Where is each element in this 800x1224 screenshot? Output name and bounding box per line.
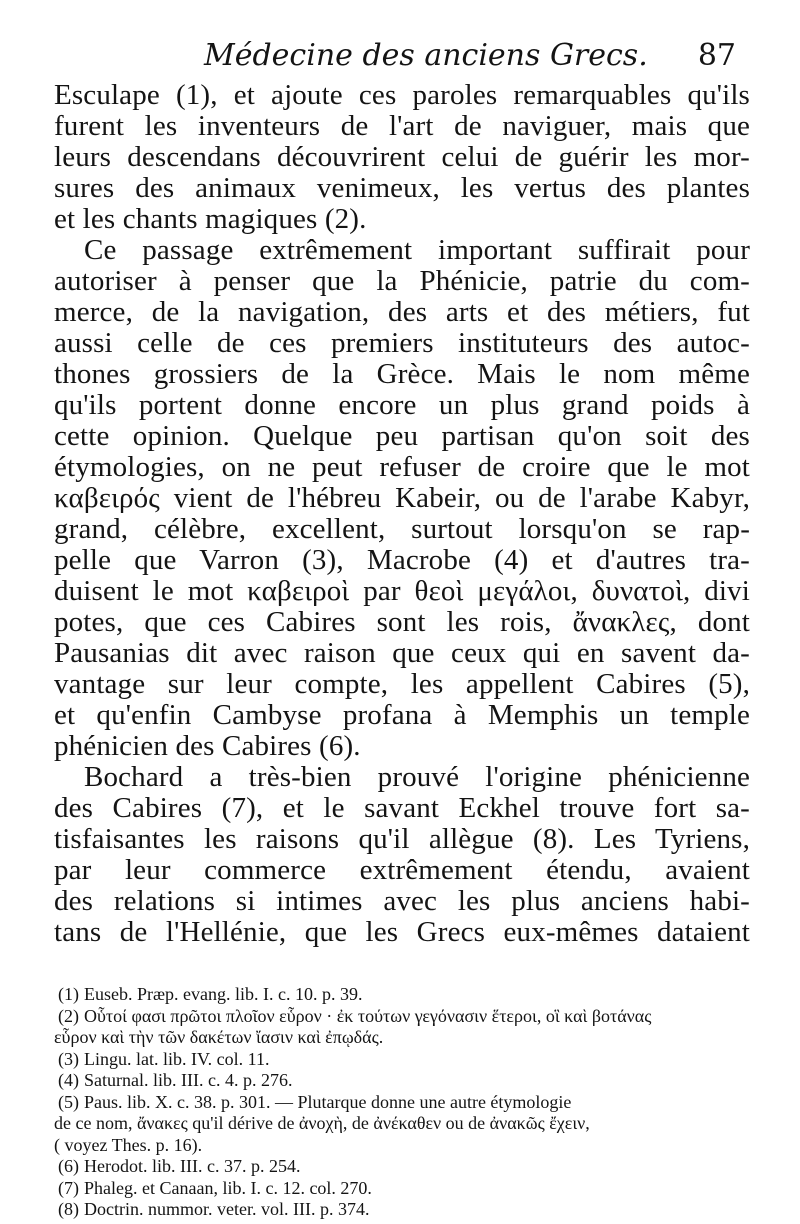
footnote-text: Οὗτοί φασι πρῶτοι πλοῖον εὗρον · ἐκ τούτων γεγόνασιν ἕτεροι, οἳ καὶ βοτάνας bbox=[84, 1005, 652, 1026]
text-line: furent les inventeurs de l'art de naviguer, mais que bbox=[54, 110, 750, 142]
footnote-number: (1) bbox=[58, 984, 79, 1004]
text-line: grand, célèbre, excellent, surtout lorsqu'on se rap- bbox=[54, 513, 750, 545]
footnote-number: (2) bbox=[58, 1005, 79, 1026]
footnote-text: Phaleg. et Canaan, lib. I. c. 12. col. 270. bbox=[84, 1177, 372, 1198]
footnote-text: Doctrin. nummor. veter. vol. III. p. 374. bbox=[84, 1199, 370, 1219]
text-line: étymologies, on ne peut refuser de croire que le mot bbox=[54, 451, 750, 483]
footnote-continuation bbox=[54, 1027, 750, 1049]
footnote-text: de ce nom, ἄνακες qu'il dérive de ἀνοχὴ, de ἀνέκαθεν ou de ἀνακῶς ἔχειν, bbox=[54, 1113, 590, 1133]
footnote-text: Herodot. lib. III. c. 37. p. 254. bbox=[84, 1156, 301, 1176]
text-line: duisent le mot καβειροὶ par θεοὶ μεγάλοι, δυνατοὶ, divi bbox=[54, 575, 750, 607]
text-line: phénicien des Cabires (6). bbox=[54, 730, 361, 762]
footnote-text: Lingu. lat. lib. IV. col. 11. bbox=[84, 1048, 270, 1069]
page-number: 87 bbox=[697, 38, 736, 73]
text-line: et les chants magiques (2). bbox=[54, 203, 367, 235]
footnote bbox=[54, 1092, 750, 1114]
text-line: par leur commerce extrêmement étendu, avaient bbox=[54, 854, 750, 886]
footnote-number: (8) bbox=[58, 1199, 79, 1219]
footnote-number: (4) bbox=[58, 1070, 79, 1090]
footnote bbox=[54, 1199, 750, 1221]
footnotes bbox=[54, 984, 750, 1221]
footnote bbox=[54, 1156, 750, 1178]
footnote bbox=[54, 1006, 750, 1028]
text-line: qu'ils portent donne encore un plus grand poids à bbox=[54, 389, 750, 421]
text-line: pelle que Varron (3), Macrobe (4) et d'autres tra- bbox=[54, 544, 750, 576]
text-line: sures des animaux venimeux, les vertus des plantes bbox=[54, 172, 750, 204]
text-line: Pausanias dit avec raison que ceux qui en savent da- bbox=[54, 637, 750, 669]
footnote-text: εὗρον καὶ τὴν τῶν δακέτων ἴασιν καὶ ἐπῳδάς. bbox=[54, 1027, 384, 1047]
text-line: et qu'enfin Cambyse profana à Memphis un temple bbox=[54, 699, 750, 731]
running-head bbox=[54, 30, 750, 80]
footnote-text: Saturnal. lib. III. c. 4. p. 276. bbox=[84, 1070, 293, 1090]
footnote-text: ( voyez Thes. p. 16). bbox=[54, 1134, 203, 1155]
footnote-text: Euseb. Præp. evang. lib. I. c. 10. p. 39. bbox=[84, 984, 363, 1004]
text-line: des relations si intimes avec les plus anciens habi- bbox=[54, 885, 750, 917]
footnote-text: Paus. lib. X. c. 38. p. 301. — Plutarque donne une autre étymologie bbox=[84, 1091, 572, 1112]
text-line: autoriser à penser que la Phénicie, patrie du com- bbox=[54, 265, 750, 297]
footnote-number: (5) bbox=[58, 1091, 79, 1112]
text-line: merce, de la navigation, des arts et des métiers, fut bbox=[54, 296, 750, 328]
text-line: des Cabires (7), et le savant Eckhel trouve fort sa- bbox=[54, 792, 750, 824]
text-line: leurs descendans découvrirent celui de guérir les mor- bbox=[54, 141, 750, 173]
footnote-continuation bbox=[54, 1135, 750, 1157]
footnote bbox=[54, 1070, 750, 1092]
text-line: tisfaisantes les raisons qu'il allègue (8). Les Tyriens, bbox=[54, 823, 750, 855]
footnote-number: (3) bbox=[58, 1048, 79, 1069]
text-line: cette opinion. Quelque peu partisan qu'on soit des bbox=[54, 420, 750, 452]
footnote bbox=[54, 1049, 750, 1071]
text-line: Esculape (1), et ajoute ces paroles remarquables qu'ils bbox=[54, 79, 750, 111]
text-line: Ce passage extrêmement important suffirait pour bbox=[84, 234, 750, 266]
footnote-continuation bbox=[54, 1113, 750, 1135]
text-line: tans de l'Hellénie, que les Grecs eux-mêmes dataient bbox=[54, 916, 750, 948]
text-line: Bochard a très-bien prouvé l'origine phénicienne bbox=[84, 761, 750, 793]
footnote-number: (6) bbox=[58, 1156, 79, 1176]
footnote-number: (7) bbox=[58, 1177, 79, 1198]
text-line: potes, que ces Cabires sont les rois, ἄνακλες, dont bbox=[54, 606, 750, 638]
body-text bbox=[54, 80, 750, 948]
text-line: thones grossiers de la Grèce. Mais le nom même bbox=[54, 358, 750, 390]
footnote bbox=[54, 1178, 750, 1200]
text-line: vantage sur leur compte, les appellent Cabires (5), bbox=[54, 668, 750, 700]
footnote bbox=[54, 984, 750, 1006]
text-line: καβειρός vient de l'hébreu Kabeir, ou de l'arabe Kabyr, bbox=[54, 482, 750, 514]
text-line: aussi celle de ces premiers instituteurs des autoc- bbox=[54, 327, 750, 359]
running-title: Médecine des anciens Grecs. bbox=[204, 38, 648, 73]
